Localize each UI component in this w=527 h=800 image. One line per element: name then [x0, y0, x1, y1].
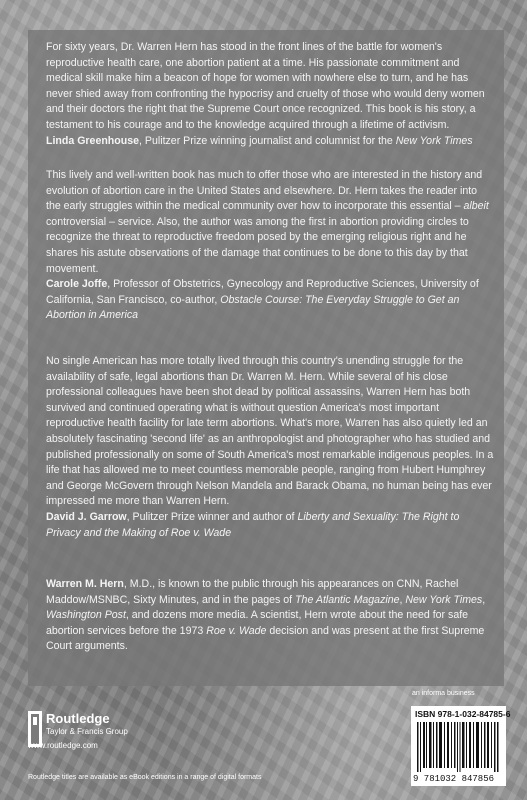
publisher-block: [28, 711, 158, 753]
review-text: For sixty years, Dr. Warren Hern has stood in the front lines of the battle for women's reproductive health care, one abortion patient at a time. His passionate commitment and medical skill make him a beacon of hope for women with nowhere else to turn, and he has never shied away from confronting the hypocrisy and cruelty of those who would deny women and their doctors the right that the Supreme Court once recognized. This book is his story, a testament to his courage and to the knowledge acquired through a lifetime of activism.: [46, 41, 485, 131]
review-text: controversial – service. Also, the author was among the first in abortion providing circles to recognize the threat to reproductive freedom posed by the emerging religious right and he shares his astute observations of the damage that continues to be done to this day by that movement.: [46, 215, 469, 275]
reviewer-name: David J. Garrow: [46, 510, 127, 523]
reviewer-name: Carole Joffe: [46, 278, 108, 291]
bio-text: , M.D., is known to the public through his appearances on CNN, Rachel Maddow/MSNBC, Sixty Minutes, and in the pages of: [46, 578, 459, 606]
reviewer-role: , Pulitzer Prize winner and author of: [126, 510, 298, 523]
isbn-label: ISBN 978-1-032-84785-6: [415, 709, 511, 719]
review-emphasis: albeit: [463, 200, 489, 213]
reviewer-name: Linda Greenhouse: [46, 134, 140, 147]
publisher-group: Taylor & Francis Group: [46, 727, 128, 736]
reviewer-publication: Liberty and Sexuality: The Right to Privacy and the Making of Roe v. Wade: [46, 510, 460, 539]
review-carole-joffe: [46, 168, 494, 324]
publisher-name: Routledge: [46, 711, 110, 726]
bio-text: , and dozens more media. A scientist, Hern wrote about the need for safe abortion services before the 1973: [46, 609, 469, 637]
bio-italic: Washington Post: [46, 609, 126, 622]
bio-text: ,: [399, 593, 406, 606]
review-david-garrow: [46, 354, 494, 541]
author-name: Warren M. Hern: [46, 578, 124, 590]
reviewer-publication: New York Times: [395, 134, 473, 147]
bio-italic: New York Times: [405, 593, 483, 606]
ebook-footer-note: Routledge titles are available as eBook editions in a range of digital formats: [28, 774, 262, 781]
bio-italic: Roe v. Wade: [206, 624, 267, 637]
barcode-digits: 9 781032 847856: [413, 774, 495, 784]
informa-tagline: an informa business: [412, 690, 475, 697]
author-bio: [46, 577, 494, 655]
review-text: This lively and well-written book has much to offer those who are interested in the history and evolution of abortion care in the United States and elsewhere. Dr. Hern takes the reader into the early struggles within the medical community over how to incorporate this essential –: [46, 169, 483, 213]
barcode-icon: [417, 722, 500, 772]
bio-text: ,: [482, 593, 486, 606]
review-text: No single American has more totally lived through this country's unending struggle for the availability of safe, legal abortions than Dr. Warren M. Hern. While several of his close professional colleagues have been shot dead by political assassins, Warren Hern has both survived and continued operating what is without question America's most important reproductive health facility for late term abortions. What's more, Warren has also quietly led an absolutely fascinating 'second life' as an anthropologist and photographer who has studied and published professionally on some of South America's most remarkable indigenous peoples. In a life that has allowed me to meet countless memorable people, ranging from Hubert Humphrey and George McGovern through Nelson Mandela and Barack Obama, no human being has ever impressed me more than Warren Hern.: [46, 355, 494, 508]
bio-italic: The Atlantic Magazine: [295, 593, 400, 606]
bio-text: decision and was present at the first Supreme Court arguments.: [46, 624, 485, 653]
publisher-url: www.routledge.com: [28, 741, 98, 750]
review-linda-greenhouse: [46, 40, 494, 149]
reviewer-role: , Professor of Obstetrics, Gynecology and Reproductive Sciences, University of California, San Francisco, co-author,: [46, 278, 479, 306]
reviewer-role: , Pulitzer Prize winning journalist and columnist for the: [139, 134, 396, 147]
reviewer-publication: Obstacle Course: The Everyday Struggle to Get an Abortion in America: [46, 293, 460, 322]
barcode-box: [411, 706, 511, 786]
